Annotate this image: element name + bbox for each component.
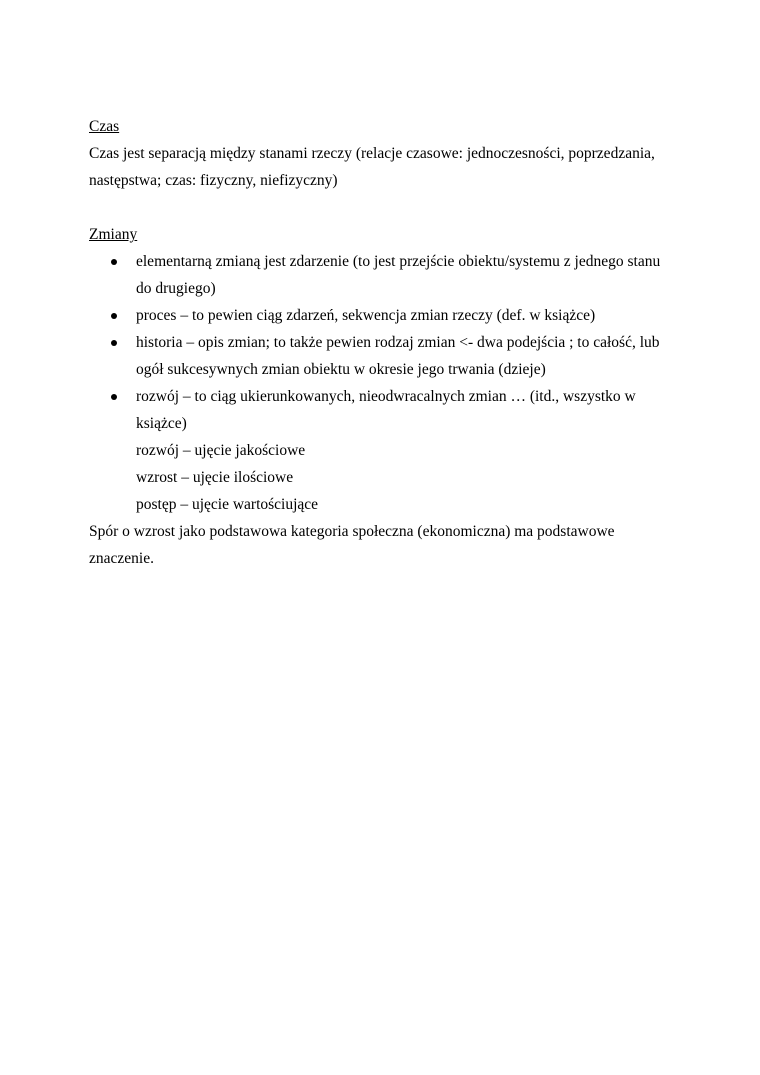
sub-line-wzrost: wzrost – ujęcie ilościowe — [136, 469, 294, 486]
bullet-icon — [111, 340, 117, 346]
list-item-line-1: rozwój – to ciąg ukierunkowanych, nieodwracalnych zmian … (itd., wszystko w — [136, 388, 636, 405]
sub-line-postep: postęp – ujęcie wartościujące — [136, 496, 319, 513]
paragraph-czas-line-1: Czas jest separacją między stanami rzeczy (relacje czasowe: jednoczesności, poprzedzania, — [89, 145, 655, 162]
paragraph-czas-line-2: następstwa; czas: fizyczny, niefizyczny) — [89, 172, 338, 189]
list-item — [89, 329, 679, 383]
list-item — [89, 383, 679, 437]
list-item-line-2: książce) — [136, 415, 187, 432]
heading-zmiany: Zmiany — [89, 226, 138, 243]
bullet-list — [89, 248, 679, 437]
list-item — [89, 248, 679, 302]
list-item-line-1: historia – opis zmian; to także pewien rodzaj zmian <- dwa podejścia ; to całość, lub — [136, 334, 660, 351]
bullet-icon — [111, 259, 117, 265]
list-item-line-2: do drugiego) — [136, 280, 216, 297]
sub-line-rozwoj: rozwój – ujęcie jakościowe — [136, 442, 306, 459]
list-item-line-2: ogół sukcesywnych zmian obiektu w okresie jego trwania (dzieje) — [136, 361, 546, 378]
bullet-icon — [111, 313, 117, 319]
paragraph-final-line-2: znaczenie. — [89, 550, 154, 567]
document-page — [89, 113, 679, 572]
list-item-line-1: elementarną zmianą jest zdarzenie (to jest przejście obiektu/systemu z jednego stanu — [136, 253, 661, 270]
paragraph-final-line-1: Spór o wzrost jako podstawowa kategoria społeczna (ekonomiczna) ma podstawowe — [89, 523, 615, 540]
bullet-icon — [111, 394, 117, 400]
list-item — [89, 302, 679, 329]
list-item-line-1: proces – to pewien ciąg zdarzeń, sekwencja zmian rzeczy (def. w książce) — [136, 307, 596, 324]
blank-line — [89, 194, 679, 221]
heading-czas: Czas — [89, 118, 120, 135]
